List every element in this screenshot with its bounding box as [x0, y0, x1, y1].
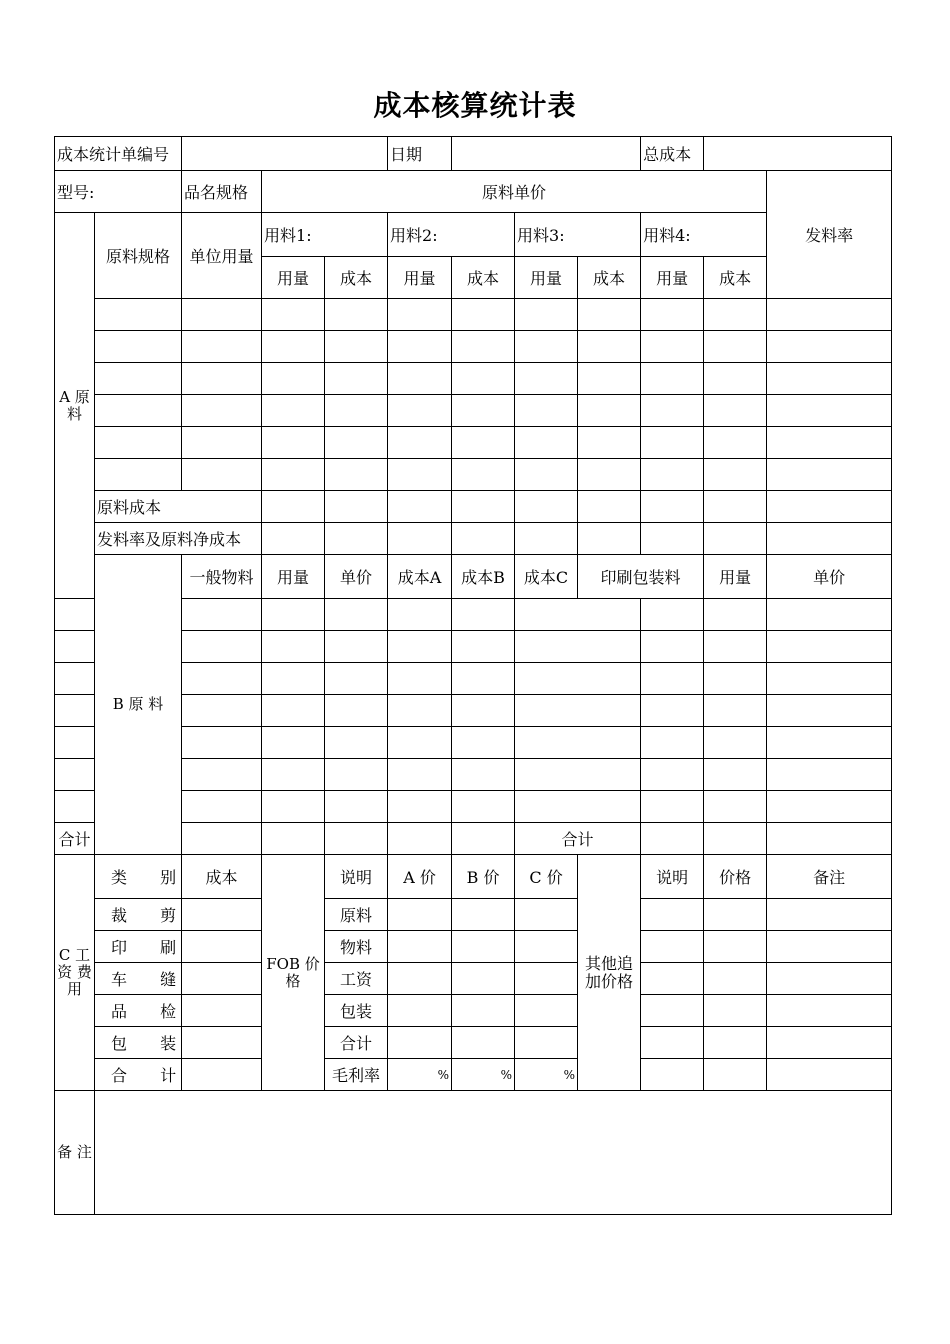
model-label: 型号: [55, 171, 182, 213]
table-row [55, 363, 892, 395]
table-cell[interactable] [452, 727, 515, 759]
table-cell[interactable] [262, 459, 325, 491]
table-cell[interactable] [767, 899, 892, 931]
table-cell[interactable] [515, 523, 578, 555]
table-cell[interactable] [388, 791, 452, 823]
table-cell[interactable] [767, 459, 892, 491]
table-cell[interactable] [515, 331, 578, 363]
cost-a-label: 成本A [388, 555, 452, 599]
table-cell[interactable] [182, 899, 262, 931]
product-spec-label: 品名规格 [182, 171, 262, 213]
packaging-material-label: 印刷包装料 [578, 555, 704, 599]
price-label: 价格 [704, 855, 767, 899]
table-cell[interactable] [388, 931, 452, 963]
material-1-label: 用料1: [262, 213, 388, 257]
table-cell[interactable] [704, 599, 767, 631]
percent-a[interactable]: % [388, 1059, 452, 1091]
table-cell[interactable] [55, 599, 95, 631]
table-cell[interactable] [262, 791, 325, 823]
table-cell[interactable] [515, 995, 578, 1027]
table-cell[interactable] [704, 459, 767, 491]
table-cell[interactable] [55, 727, 95, 759]
percent-c[interactable]: % [515, 1059, 578, 1091]
cost-label: 成本 [704, 257, 767, 299]
a-price-label: A 价 [388, 855, 452, 899]
table-cell[interactable] [641, 331, 704, 363]
table-cell[interactable] [388, 1027, 452, 1059]
table-cell[interactable] [182, 963, 262, 995]
table-cell[interactable] [325, 459, 388, 491]
table-cell[interactable] [641, 791, 704, 823]
table-cell[interactable] [641, 631, 704, 663]
table-cell[interactable] [515, 427, 578, 459]
table-cell[interactable] [182, 459, 262, 491]
table-cell[interactable] [325, 727, 388, 759]
table-cell[interactable] [182, 995, 262, 1027]
unit-usage-label: 单位用量 [182, 213, 262, 299]
table-cell[interactable] [262, 823, 325, 855]
fob-item-gross-margin: 毛利率 [325, 1059, 388, 1091]
table-cell[interactable] [452, 823, 515, 855]
table-cell[interactable] [578, 395, 641, 427]
category-printing: 印 刷 [95, 931, 182, 963]
table-cell[interactable] [704, 695, 767, 727]
table-cell[interactable] [262, 427, 325, 459]
table-cell[interactable] [325, 599, 388, 631]
total-cost-label: 总成本 [641, 137, 704, 171]
c-price-label: C 价 [515, 855, 578, 899]
table-cell[interactable] [388, 523, 452, 555]
net-cost-label: 发料率及原料净成本 [95, 523, 262, 555]
table-cell[interactable] [767, 631, 892, 663]
category-total: 合 计 [95, 1059, 182, 1091]
table-cell[interactable] [325, 491, 388, 523]
table-cell[interactable] [578, 523, 641, 555]
table-cell[interactable] [95, 395, 182, 427]
table-cell[interactable] [641, 963, 704, 995]
table-cell[interactable] [641, 727, 704, 759]
table-cell[interactable] [578, 299, 641, 331]
usage-label: 用量 [388, 257, 452, 299]
table-cell[interactable] [55, 663, 95, 695]
desc-label: 说明 [325, 855, 388, 899]
table-cell[interactable] [325, 363, 388, 395]
table-cell[interactable] [641, 363, 704, 395]
table-cell[interactable] [182, 299, 262, 331]
table-cell[interactable] [452, 331, 515, 363]
table-cell[interactable] [452, 695, 515, 727]
table-cell[interactable] [325, 523, 388, 555]
table-cell[interactable] [182, 395, 262, 427]
category-sewing: 车 缝 [95, 963, 182, 995]
table-cell[interactable] [704, 663, 767, 695]
table-cell[interactable] [515, 459, 578, 491]
table-cell[interactable] [515, 395, 578, 427]
table-cell[interactable] [182, 331, 262, 363]
table-cell[interactable] [262, 523, 325, 555]
usage-label: 用量 [262, 555, 325, 599]
table-cell[interactable] [262, 727, 325, 759]
table-cell[interactable] [641, 995, 704, 1027]
table-cell[interactable] [262, 491, 325, 523]
table-cell[interactable] [578, 331, 641, 363]
table-cell[interactable] [452, 363, 515, 395]
table-cell[interactable] [767, 363, 892, 395]
table-cell[interactable] [325, 663, 388, 695]
cost-label: 成本 [325, 257, 388, 299]
table-cell[interactable] [641, 823, 704, 855]
table-cell[interactable] [641, 931, 704, 963]
date-field[interactable] [452, 137, 641, 171]
fob-item-supplies: 物料 [325, 931, 388, 963]
section-c-label: C 工资 费用 [55, 855, 95, 1091]
table-cell[interactable] [515, 899, 578, 931]
table-cell[interactable] [388, 331, 452, 363]
table-cell[interactable] [388, 427, 452, 459]
table-cell[interactable] [641, 1059, 704, 1091]
table-cell[interactable] [515, 791, 641, 823]
table-cell[interactable] [767, 931, 892, 963]
material-cost-label: 原料成本 [95, 491, 262, 523]
table-cell[interactable] [388, 995, 452, 1027]
table-cell[interactable] [262, 695, 325, 727]
table-cell[interactable] [388, 663, 452, 695]
table-cell[interactable] [95, 459, 182, 491]
table-cell[interactable] [55, 791, 95, 823]
table-cell[interactable] [182, 759, 262, 791]
table-cell[interactable] [388, 963, 452, 995]
usage-label: 用量 [641, 257, 704, 299]
table-cell[interactable] [704, 523, 767, 555]
material-2-label: 用料2: [388, 213, 515, 257]
table-cell[interactable] [767, 599, 892, 631]
percent-b[interactable]: % [452, 1059, 515, 1091]
cost-label: 成本 [578, 257, 641, 299]
table-cell[interactable] [452, 631, 515, 663]
table-cell[interactable] [704, 759, 767, 791]
table-cell[interactable] [641, 427, 704, 459]
table-cell[interactable] [95, 331, 182, 363]
table-cell[interactable] [704, 823, 767, 855]
table-cell[interactable] [452, 599, 515, 631]
table-cell[interactable] [388, 395, 452, 427]
table-cell[interactable] [704, 1027, 767, 1059]
table-cell[interactable] [182, 931, 262, 963]
cost-c-label: 成本C [515, 555, 578, 599]
table-cell[interactable] [182, 1059, 262, 1091]
notes-label: 备 注 [55, 1091, 95, 1215]
cost-sheet-table [54, 136, 892, 1215]
category-cutting: 裁 剪 [95, 899, 182, 931]
table-cell[interactable] [452, 791, 515, 823]
table-cell[interactable] [388, 599, 452, 631]
table-cell[interactable] [388, 899, 452, 931]
table-cell[interactable] [641, 459, 704, 491]
table-cell[interactable] [767, 663, 892, 695]
table-cell[interactable] [704, 1059, 767, 1091]
table-cell[interactable] [704, 931, 767, 963]
table-cell[interactable] [641, 1027, 704, 1059]
table-row [55, 459, 892, 491]
remark-label: 备注 [767, 855, 892, 899]
fob-item-packaging: 包装 [325, 995, 388, 1027]
table-cell[interactable] [182, 791, 262, 823]
table-cell[interactable] [767, 1027, 892, 1059]
table-cell[interactable] [55, 631, 95, 663]
table-cell[interactable] [452, 1027, 515, 1059]
fob-price-label: FOB 价格 [262, 855, 325, 1091]
page-title: 成本核算统计表 [373, 89, 577, 122]
b-price-label: B 价 [452, 855, 515, 899]
material-3-label: 用料3: [515, 213, 641, 257]
table-cell[interactable] [388, 631, 452, 663]
table-cell[interactable] [452, 995, 515, 1027]
table-row [55, 331, 892, 363]
table-cell[interactable] [578, 459, 641, 491]
table-cell[interactable] [767, 791, 892, 823]
table-cell[interactable] [388, 363, 452, 395]
table-cell[interactable] [767, 523, 892, 555]
usage-label: 用量 [515, 257, 578, 299]
table-cell[interactable] [388, 299, 452, 331]
table-cell[interactable] [767, 491, 892, 523]
unit-price-label: 单价 [325, 555, 388, 599]
usage-label: 用量 [262, 257, 325, 299]
table-cell[interactable] [388, 727, 452, 759]
section-a-label: A 原 料 [55, 213, 95, 599]
general-material-label: 一般物料 [182, 555, 262, 599]
b-total2-label: 合计 [515, 823, 641, 855]
table-cell[interactable] [325, 299, 388, 331]
table-cell[interactable] [704, 899, 767, 931]
table-cell[interactable] [55, 759, 95, 791]
table-cell[interactable] [325, 631, 388, 663]
table-cell[interactable] [641, 899, 704, 931]
material-4-label: 用料4: [641, 213, 767, 257]
table-cell[interactable] [704, 331, 767, 363]
table-cell[interactable] [515, 663, 641, 695]
material-spec-label: 原料规格 [95, 213, 182, 299]
table-cell[interactable] [452, 491, 515, 523]
cost-b-label: 成本B [452, 555, 515, 599]
total-cost-field[interactable] [704, 137, 892, 171]
table-cell[interactable] [704, 631, 767, 663]
category-packing: 包 装 [95, 1027, 182, 1059]
fob-item-total: 合计 [325, 1027, 388, 1059]
table-cell[interactable] [578, 491, 641, 523]
table-cell[interactable] [388, 759, 452, 791]
category-label: 类 别 [95, 855, 182, 899]
table-cell[interactable] [182, 427, 262, 459]
table-cell[interactable] [55, 695, 95, 727]
table-cell[interactable] [262, 663, 325, 695]
table-cell[interactable] [452, 427, 515, 459]
table-cell[interactable] [704, 791, 767, 823]
issue-rate-label: 发料率 [767, 171, 892, 299]
table-cell[interactable] [704, 299, 767, 331]
table-row [55, 299, 892, 331]
table-cell[interactable] [325, 395, 388, 427]
table-cell[interactable] [182, 663, 262, 695]
table-cell[interactable] [182, 631, 262, 663]
table-cell[interactable] [452, 523, 515, 555]
notes-field[interactable] [95, 1091, 892, 1215]
material-unit-price-label: 原料单价 [262, 171, 767, 213]
table-cell[interactable] [641, 663, 704, 695]
table-cell[interactable] [704, 727, 767, 759]
fob-item-wages: 工资 [325, 963, 388, 995]
table-cell[interactable] [262, 759, 325, 791]
table-cell[interactable] [452, 663, 515, 695]
table-cell[interactable] [767, 995, 892, 1027]
table-cell[interactable] [182, 695, 262, 727]
table-cell[interactable] [767, 331, 892, 363]
table-cell[interactable] [767, 759, 892, 791]
category-inspection: 品 检 [95, 995, 182, 1027]
table-cell[interactable] [641, 523, 704, 555]
table-cell[interactable] [325, 331, 388, 363]
table-cell[interactable] [515, 631, 641, 663]
table-cell[interactable] [641, 491, 704, 523]
table-cell[interactable] [262, 599, 325, 631]
table-cell[interactable] [704, 395, 767, 427]
table-row [55, 395, 892, 427]
table-cell[interactable] [767, 299, 892, 331]
table-cell[interactable] [767, 695, 892, 727]
table-cell[interactable] [95, 427, 182, 459]
table-cell[interactable] [515, 491, 578, 523]
table-cell[interactable] [515, 963, 578, 995]
unit-price-label: 单价 [767, 555, 892, 599]
table-cell[interactable] [182, 599, 262, 631]
table-cell[interactable] [641, 299, 704, 331]
table-cell[interactable] [767, 727, 892, 759]
table-cell[interactable] [388, 695, 452, 727]
order-no-label: 成本统计单编号 [55, 137, 182, 171]
table-cell[interactable] [704, 963, 767, 995]
table-cell[interactable] [515, 759, 641, 791]
table-cell[interactable] [704, 491, 767, 523]
table-cell[interactable] [388, 823, 452, 855]
table-cell[interactable] [767, 1059, 892, 1091]
table-cell[interactable] [182, 363, 262, 395]
table-cell[interactable] [767, 427, 892, 459]
table-cell[interactable] [515, 299, 578, 331]
cost-label: 成本 [452, 257, 515, 299]
table-cell[interactable] [95, 299, 182, 331]
table-cell[interactable] [452, 759, 515, 791]
desc2-label: 说明 [641, 855, 704, 899]
table-cell[interactable] [388, 491, 452, 523]
table-cell[interactable] [182, 1027, 262, 1059]
table-cell[interactable] [262, 631, 325, 663]
table-cell[interactable] [325, 695, 388, 727]
table-cell[interactable] [388, 459, 452, 491]
table-cell[interactable] [641, 599, 704, 631]
table-cell[interactable] [452, 899, 515, 931]
table-cell[interactable] [452, 459, 515, 491]
table-cell[interactable] [767, 823, 892, 855]
order-no-field[interactable] [182, 137, 388, 171]
fob-item-material: 原料 [325, 899, 388, 931]
table-cell[interactable] [578, 427, 641, 459]
table-cell[interactable] [515, 599, 641, 631]
table-cell[interactable] [641, 759, 704, 791]
b-total-label: 合计 [55, 823, 95, 855]
table-cell[interactable] [452, 931, 515, 963]
table-cell[interactable] [452, 963, 515, 995]
table-cell[interactable] [262, 363, 325, 395]
table-cell[interactable] [704, 995, 767, 1027]
table-cell[interactable] [262, 331, 325, 363]
table-cell[interactable] [262, 395, 325, 427]
table-cell[interactable] [325, 759, 388, 791]
table-cell[interactable] [182, 727, 262, 759]
table-cell[interactable] [767, 395, 892, 427]
table-cell[interactable] [515, 1027, 578, 1059]
cost-label: 成本 [182, 855, 262, 899]
section-b-label: B 原 料 [95, 555, 182, 855]
table-cell[interactable] [325, 427, 388, 459]
table-cell[interactable] [452, 299, 515, 331]
usage-label: 用量 [704, 555, 767, 599]
table-cell[interactable] [262, 299, 325, 331]
other-added-price-label: 其他追 加价格 [578, 855, 641, 1091]
date-label: 日期 [388, 137, 452, 171]
table-cell[interactable] [515, 931, 578, 963]
table-cell[interactable] [515, 727, 641, 759]
table-cell[interactable] [704, 427, 767, 459]
table-cell[interactable] [325, 823, 388, 855]
table-cell[interactable] [578, 363, 641, 395]
table-cell[interactable] [182, 823, 262, 855]
table-cell[interactable] [452, 395, 515, 427]
table-row [55, 427, 892, 459]
table-cell[interactable] [95, 363, 182, 395]
table-cell[interactable] [641, 695, 704, 727]
table-cell[interactable] [515, 363, 578, 395]
table-cell[interactable] [704, 363, 767, 395]
table-cell[interactable] [641, 395, 704, 427]
table-cell[interactable] [767, 963, 892, 995]
table-cell[interactable] [325, 791, 388, 823]
table-cell[interactable] [515, 695, 641, 727]
